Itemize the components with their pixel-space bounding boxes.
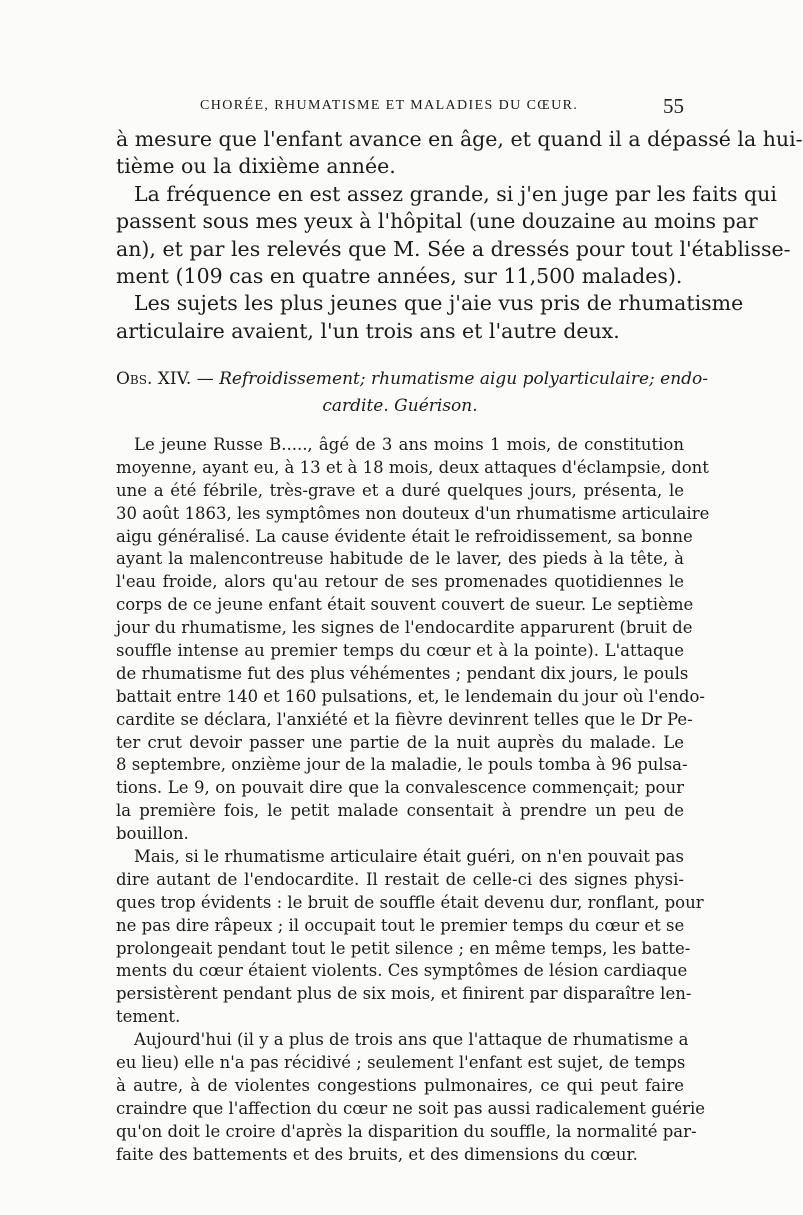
observation-heading: [116, 366, 709, 420]
case-text-line: une a été fébrile, très-grave et a duré quelques jours, présenta, le: [116, 480, 684, 500]
case-text-line: ne pas dire râpeux ; il occupait tout le premier temps du cœur et se: [116, 915, 685, 935]
case-text-line: bouillon.: [116, 824, 189, 844]
intro-text-line: à mesure que l'enfant avance en âge, et quand il a dépassé la hui-: [116, 127, 803, 151]
intro-text-line: an), et par les relevés que M. Sée a dressés pour tout l'établisse-: [116, 236, 791, 261]
page-number: 55: [663, 94, 684, 118]
case-text-line: jour du rhumatisme, les signes de l'endocardite apparurent (bruit de: [116, 618, 693, 638]
case-text-line: ments du cœur étaient violents. Ces symptômes de lésion cardiaque: [116, 961, 688, 981]
intro-text-line: La fréquence en est assez grande, si j'en juge par les faits qui: [134, 181, 777, 206]
case-text-line: 8 septembre, onzième jour de la maladie, le pouls tomba à 96 pulsa-: [116, 755, 688, 775]
case-text-line: tions. Le 9, on pouvait dire que la convalescence commençait; pour: [116, 778, 684, 798]
case-text-line: ques trop évidents : le bruit de souffle était devenu dur, ronflant, pour: [116, 892, 704, 912]
case-text-line: moyenne, ayant eu, à 13 et à 18 mois, deux attaques d'éclampsie, dont: [116, 457, 709, 477]
observation-dash: —: [191, 369, 220, 389]
case-text-line: tement.: [116, 1007, 181, 1027]
page-header: [116, 94, 684, 120]
intro-text-line: Les sujets les plus jeunes que j'aie vus pris de rhumatisme: [134, 291, 744, 316]
observation-label: Obs. XIV.: [116, 369, 192, 389]
observation-title-1: Refroidissement; rhumatisme aigu polyarticulaire; endo-: [219, 369, 709, 389]
case-text-line: Mais, si le rhumatisme articulaire était guéri, on n'en pouvait pas: [134, 847, 684, 867]
case-text-line: faite des battements et des bruits, et des dimensions du cœur.: [116, 1144, 638, 1164]
case-text-line: battait entre 140 et 160 pulsations, et, le lendemain du jour où l'endo-: [116, 686, 706, 706]
case-text-line: qu'on doit le croire d'après la disparition du souffle, la normalité par-: [116, 1121, 697, 1141]
case-text-line: de rhumatisme fut des plus véhémentes ; pendant dix jours, le pouls: [116, 663, 689, 683]
intro-paragraphs: [116, 126, 803, 345]
case-text-line: aigu généralisé. La cause évidente était le refroidissement, sa bonne: [116, 526, 693, 546]
case-text-line: persistèrent pendant plus de six mois, et finirent par disparaître len-: [116, 984, 692, 1004]
case-report: [116, 434, 710, 1167]
case-text-line: dire autant de l'endocardite. Il restait de celle-ci des signes physi-: [116, 869, 684, 889]
intro-text-line: tième ou la dixième année.: [116, 154, 396, 179]
case-text-line: Aujourd'hui (il y a plus de trois ans que l'attaque de rhumatisme a: [134, 1030, 689, 1050]
case-text-line: la première fois, le petit malade consentait à prendre un peu de: [116, 801, 684, 821]
case-text-line: Le jeune Russe B....., âgé de 3 ans moins 1 mois, de constitution: [134, 435, 684, 454]
case-text-line: eu lieu) elle n'a pas récidivé ; seulement l'enfant est sujet, de temps: [116, 1053, 686, 1073]
observation-title-2: cardite. Guérison.: [322, 396, 478, 416]
intro-text-line: articulaire avaient, l'un trois ans et l'autre deux.: [116, 318, 620, 343]
observation-heading-line-1: [116, 366, 709, 393]
case-text-line: 30 août 1863, les symptômes non douteux d'un rhumatisme articulaire: [116, 503, 710, 523]
running-title: CHORÉE, RHUMATISME ET MALADIES DU CŒUR.: [200, 98, 579, 113]
case-text-line: prolongeait pendant tout le petit silence ; en même temps, les batte-: [116, 938, 691, 958]
case-text-line: cardite se déclara, l'anxiété et la fièvre devinrent telles que le Dr Pe-: [116, 709, 693, 729]
case-text-line: ayant la malencontreuse habitude de le laver, des pieds à la tête, à: [116, 549, 684, 569]
case-text-line: ter crut devoir passer une partie de la nuit auprès du malade. Le: [116, 732, 684, 752]
case-text-line: souffle intense au premier temps du cœur et à la pointe). L'attaque: [116, 641, 684, 661]
case-text-line: craindre que l'affection du cœur ne soit pas aussi radicalement guérie: [116, 1098, 706, 1118]
case-text-line: l'eau froide, alors qu'au retour de ses promenades quotidiennes le: [116, 572, 684, 592]
intro-text-line: passent sous mes yeux à l'hôpital (une douzaine au moins par: [116, 209, 758, 234]
case-text-line: corps de ce jeune enfant était souvent couvert de sueur. Le septième: [116, 595, 694, 615]
case-text-line: à autre, à de violentes congestions pulmonaires, ce qui peut faire: [116, 1075, 684, 1095]
intro-text-line: ment (109 cas en quatre années, sur 11,500 malades).: [116, 263, 683, 288]
